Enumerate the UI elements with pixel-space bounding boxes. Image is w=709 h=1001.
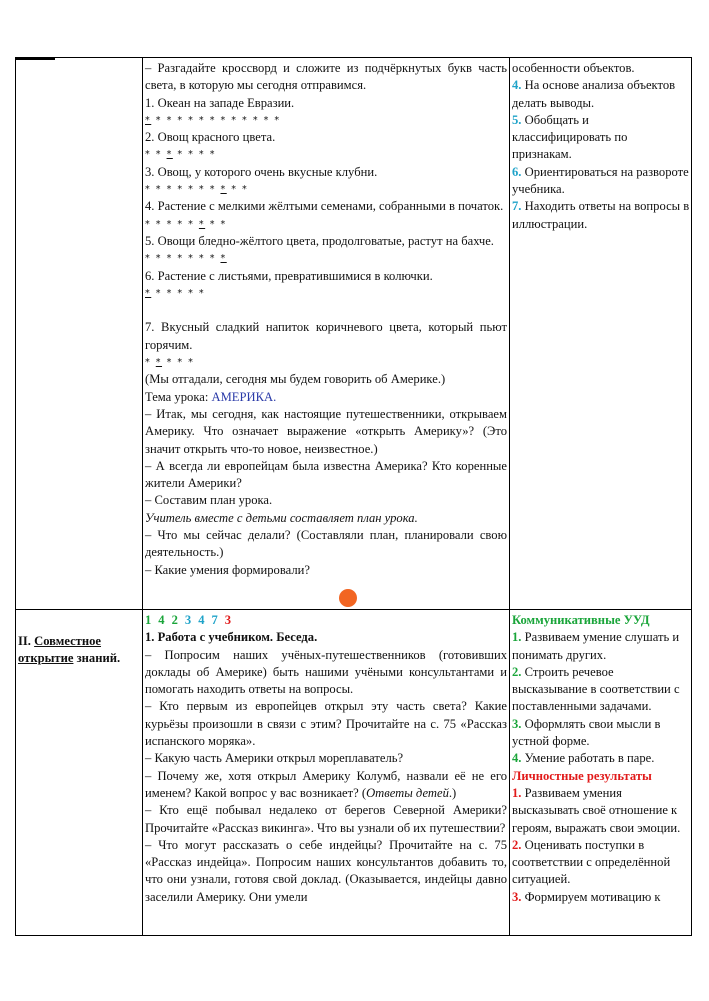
crossword-clue: 3. Овощ, у которого очень вкусные клубни. (145, 164, 378, 179)
comm-item-4 (512, 750, 690, 767)
skill-code: 3 (184, 613, 192, 627)
skill-item-6 (512, 164, 690, 199)
paragraph-b3: – Какую часть Америки открыл мореплаватель? (145, 751, 404, 766)
pers-num: 1. (512, 785, 522, 800)
top-right-cell (512, 60, 690, 233)
col-border-left (15, 57, 16, 936)
stage-title-part2: открытие (18, 651, 74, 666)
lesson-table (15, 57, 692, 936)
pers-text: Оценивать поступки в соответствии с определённой ситуацией. (512, 837, 671, 887)
paragraph-3: – Составим план урока. (145, 493, 273, 508)
skill-code: 7 (211, 613, 218, 627)
paragraph-5: – Что мы сейчас делали? (Составляли план, планировали свою деятельность.) (145, 528, 507, 560)
spacer (145, 302, 507, 319)
section-heading: 1. Работа с учебником. Беседа. (145, 630, 318, 645)
comm-num: 2. (512, 664, 522, 679)
stage-title-part1: Совместное (34, 634, 102, 648)
table-top-border (15, 57, 692, 58)
skill-text: На основе анализа объектов делать выводы. (512, 78, 676, 110)
crossword-star-row: * * * * * * (145, 287, 206, 299)
comm-text: Развиваем умение слушать и понимать других. (512, 630, 680, 662)
pers-item-1 (512, 785, 690, 837)
topic-prefix: Тема урока: (145, 389, 212, 404)
skill-code: 2 (171, 613, 178, 627)
topic-title: АМЕРИКА. (211, 389, 277, 404)
comm-num: 4. (512, 751, 522, 766)
paragraph-b2: – Кто первым из европейцев открыл эту часть света? Какие курьёзы произошли в связи с этим? Прочитайте на с. 75 «Рассказ испанского моряка». (145, 699, 507, 749)
paragraph-b4-italic: Ответы детей (366, 785, 449, 800)
skill-text: Ориентироваться на развороте учебника. (512, 164, 689, 197)
crossword-clue: 1. Океан на западе Евразии. (145, 95, 295, 110)
skill-code: 4 (158, 613, 165, 627)
crossword-star-row: * * * * * * * * (145, 218, 227, 230)
skill-num: 4. (512, 78, 522, 93)
teacher-note: Учитель вместе с детьми составляет план урока. (145, 510, 418, 525)
bottom-middle-cell (145, 612, 507, 906)
skill-num: 5. (512, 112, 522, 127)
skill-codes (145, 612, 507, 629)
skill-num: 7. (512, 199, 522, 214)
topic-line (145, 389, 507, 406)
table-bottom-border (15, 935, 692, 936)
pers-num: 2. (512, 837, 522, 852)
personal-heading: Личностные результаты (512, 768, 652, 783)
paragraph-6: – Какие умения формировали? (145, 562, 310, 577)
bottom-right-cell (512, 612, 690, 906)
skill-text: Находить ответы на вопросы в иллюстрации. (512, 199, 690, 231)
comm-text: Оформлять свои мысли в устной форме. (512, 716, 661, 749)
top-left-mark (15, 57, 55, 60)
paragraph-1: – Итак, мы сегодня, как настоящие путешественники, открываем Америку. Что означает выражение «открыть Америку»? (Это значит открыть что-то новое, неизвестное.) (145, 406, 507, 456)
crossword-star-row: * * * * * (145, 357, 195, 369)
paragraph-b5: – Кто ещё побывал недалеко от берегов Северной Америки? Прочитайте «Рассказ викинга». Что вы узнали об их путешествии? (145, 803, 507, 835)
skill-item-7 (512, 198, 690, 233)
col-border-right (691, 57, 692, 936)
comm-item-3 (512, 716, 690, 751)
stage-roman: II. (18, 634, 31, 648)
comm-item-1 (512, 629, 690, 664)
answer-line: (Мы отгадали, сегодня мы будем говорить об Америке.) (145, 372, 446, 387)
paragraph-b1: – Попросим наших учёных-путешественников (готовивших доклады об Америке) быть нашими учёными консультантами и помогать находить ответы на вопросы. (145, 647, 507, 697)
communicative-heading: Коммуникативные УУД (512, 613, 650, 627)
pers-num: 3. (512, 889, 522, 904)
col-border-2 (509, 57, 510, 936)
skill-num: 6. (512, 164, 522, 179)
pers-text: Развиваем умения высказывать своё отношение к героям, выражать свои эмоции. (512, 785, 681, 835)
skill-line-0: особенности объектов. (512, 61, 635, 75)
crossword-star-row: * * * * * * * * (145, 253, 227, 265)
paragraph-b4-text: – Почему же, хотя открыл Америку Колумб, назвали её не его именем? Какой вопрос у вас возникает? ( (145, 768, 507, 800)
col-border-1 (142, 57, 143, 936)
paragraph-b6: – Что могут рассказать о себе индейцы? Прочитайте на с. 75 «Рассказ индейца». Попросим наших консультантов добавить то, что они узнали, готовя свой доклад. (Оказывается, индейцы давно заселили Америку. Они умели (145, 837, 507, 904)
comm-text: Строить речевое высказывание в соответствии с поставленными задачами. (512, 664, 680, 714)
row-divider (15, 609, 692, 610)
crossword-star-row: * * * * * * * * * * * * * (145, 114, 281, 126)
crossword-star-row: * * * * * * * (145, 149, 216, 161)
paragraph-b4 (145, 768, 507, 803)
crossword-clue: 6. Растение с листьями, превратившимися в колючки. (145, 268, 433, 283)
pers-item-2 (512, 837, 690, 889)
orange-marker-dot (339, 589, 357, 607)
crossword-clue: 2. Овощ красного цвета. (145, 130, 276, 145)
skill-item-5 (512, 112, 690, 164)
crossword-clue: 4. Растение с мелкими жёлтыми семенами, собранными в початок. (145, 199, 504, 214)
crossword-clue: 7. Вкусный сладкий напиток коричневого цвета, который пьют горячим. (145, 320, 507, 352)
paragraph-2: – А всегда ли европейцам была известна Америка? Кто коренные жители Америки? (145, 458, 507, 491)
stage-title-cell (18, 633, 140, 668)
comm-num: 3. (512, 716, 522, 731)
pers-item-3 (512, 889, 690, 906)
skill-item-4 (512, 77, 690, 112)
crossword-star-row: * * * * * * * * * * (145, 184, 249, 196)
top-middle-cell (145, 60, 507, 579)
crossword-intro: – Разгадайте кроссворд и сложите из подчёркнутых букв часть света, в которую мы сегодня отправимся. (145, 61, 507, 93)
skill-code: 3 (224, 613, 232, 627)
crossword-clue: 5. Овощи бледно-жёлтого цвета, продолговатые, растут на бахче. (145, 233, 494, 248)
comm-item-2 (512, 664, 690, 716)
pers-text: Формируем мотивацию к (521, 889, 661, 904)
skill-code: 4 (198, 613, 205, 627)
skill-code: 1 (145, 613, 152, 627)
comm-num: 1. (512, 630, 522, 645)
skill-text: Обобщать и классифицировать по признакам. (512, 112, 628, 162)
crossword-clues (145, 95, 507, 372)
comm-text: Умение работать в паре. (521, 751, 655, 766)
paragraph-b4-end: .) (448, 785, 457, 800)
stage-title-part3: знаний. (73, 651, 121, 666)
